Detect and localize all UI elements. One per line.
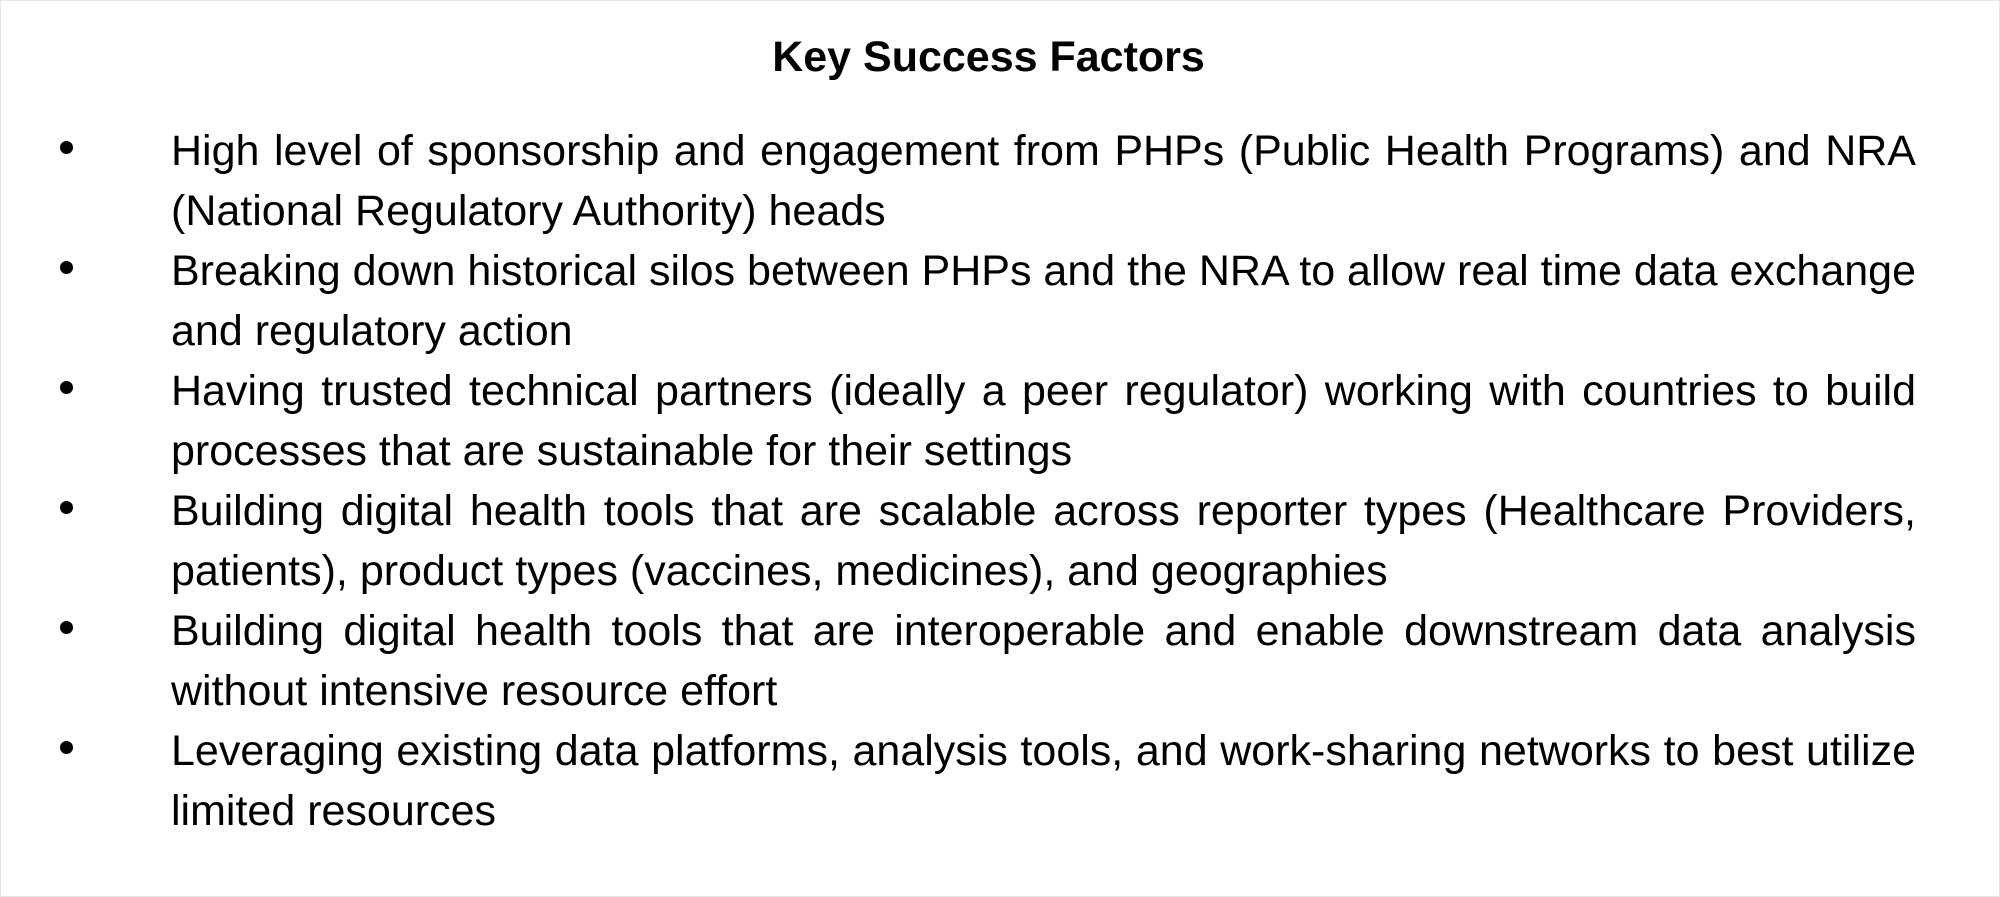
list-item-text: Building digital health tools that are scalable across reporter types (Healthcare Providers, patients), product types (vaccines, medicines), and geographies xyxy=(171,487,1916,595)
list-item xyxy=(1,601,2000,721)
bullet-icon xyxy=(60,501,73,514)
bullet-icon xyxy=(60,621,73,634)
success-factors-list xyxy=(1,121,2000,841)
list-item xyxy=(1,361,2000,481)
list-item xyxy=(1,481,2000,601)
list-item-text: Leveraging existing data platforms, analysis tools, and work-sharing networks to best utilize limited resources xyxy=(171,727,1916,835)
document-title: Key Success Factors xyxy=(772,33,1205,81)
list-item-text: Breaking down historical silos between PHPs and the NRA to allow real time data exchange and regulatory action xyxy=(171,247,1916,355)
bullet-icon xyxy=(60,141,73,154)
list-item-text: High level of sponsorship and engagement from PHPs (Public Health Programs) and NRA (National Regulatory Authority) heads xyxy=(171,127,1916,235)
list-item xyxy=(1,241,2000,361)
list-item xyxy=(1,121,2000,241)
bullet-icon xyxy=(60,381,73,394)
list-item-text: Having trusted technical partners (ideally a peer regulator) working with countries to build processes that are sustainable for their settings xyxy=(171,367,1916,475)
bullet-icon xyxy=(60,741,73,754)
list-item-text: Building digital health tools that are interoperable and enable downstream data analysis without intensive resource effort xyxy=(171,607,1916,715)
bullet-icon xyxy=(60,261,73,274)
list-item xyxy=(1,721,2000,841)
